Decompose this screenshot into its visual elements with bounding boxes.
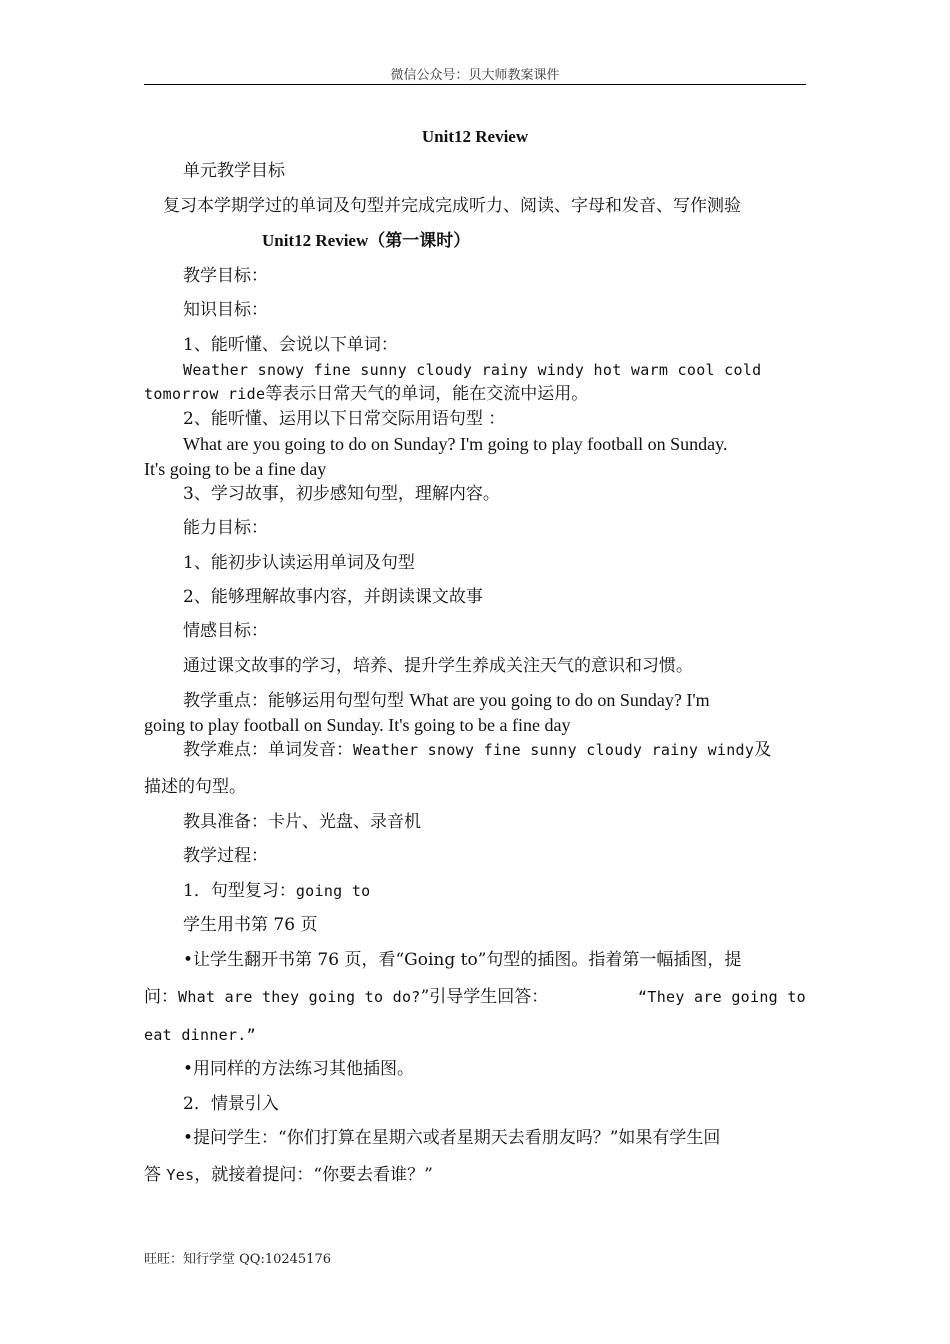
page-header: 微信公众号：贝大师教案课件 bbox=[390, 68, 560, 83]
step-1-guide: ”引导学生回答： bbox=[420, 987, 549, 1007]
teaching-aids: 教具准备：卡片、光盘、录音机 bbox=[183, 812, 421, 832]
key-point-continued: going to play football on Sunday. It's going to be a fine day bbox=[144, 715, 571, 735]
unit-goal-heading: 单元教学目标 bbox=[183, 161, 285, 181]
knowledge-goals-heading: 知识目标： bbox=[183, 300, 268, 320]
difficulty-words: Weather snowy fine sunny cloudy rainy windy bbox=[353, 741, 755, 759]
ability-goals-heading: 能力目标： bbox=[183, 518, 268, 538]
step-1-answer-continued: eat dinner.” bbox=[144, 1026, 256, 1044]
step-1-question: What are they going to do? bbox=[178, 988, 421, 1006]
difficulty bbox=[183, 740, 771, 760]
knowledge-words: Weather snowy fine sunny cloudy rainy windy hot warm cool cold bbox=[183, 361, 762, 379]
difficulty-tail: 及 bbox=[754, 740, 772, 760]
knowledge-item-3: 3、学习故事，初步感知句型，理解内容。 bbox=[183, 484, 500, 504]
step-1-pattern: going to bbox=[295, 882, 371, 900]
step-1-label: 1．句型复习： bbox=[183, 881, 296, 901]
step-2-bullet-1-line-2 bbox=[144, 1165, 433, 1185]
ability-item-2: 2、能够理解故事内容，并朗读课文故事 bbox=[183, 587, 483, 607]
sentence-pattern-1: What are you going to do on Sunday? I'm going to play football on Sunday. bbox=[183, 434, 728, 454]
key-point-label: 教学重点：能够运用句型句型 bbox=[183, 691, 404, 711]
header-divider bbox=[144, 84, 806, 85]
emotion-item-1: 通过课文故事的学习，培养、提升学生养成关注天气的意识和习惯。 bbox=[183, 656, 693, 676]
difficulty-continued: 描述的句型。 bbox=[144, 777, 246, 797]
step-2-bullet-1: •提问学生：“你们打算在星期六或者星期天去看朋友吗？”如果有学生回 bbox=[183, 1128, 721, 1148]
step-2-answer-prefix: 答 bbox=[144, 1165, 167, 1185]
ability-item-1: 1、能初步认读运用单词及句型 bbox=[183, 553, 415, 573]
knowledge-item-2: 2、能听懂、运用以下日常交际用语句型 ： bbox=[183, 409, 506, 429]
knowledge-words-tail: tomorrow ride bbox=[144, 385, 266, 403]
lesson-title: Unit12 Review（第一课时） bbox=[262, 231, 471, 250]
unit-goal-text: 复习本学期学过的单词及句型并完成完成听力、阅读、字母和发音、写作测验 bbox=[163, 196, 741, 216]
key-point bbox=[183, 690, 710, 711]
teaching-goals-heading: 教学目标： bbox=[183, 266, 268, 286]
step-1-bullet-2: •用同样的方法练习其他插图。 bbox=[183, 1059, 415, 1079]
sentence-pattern-2: It's going to be a fine day bbox=[144, 459, 327, 479]
step-1-question-label: 问： bbox=[144, 987, 178, 1007]
step-1-book-page: 学生用书第 76 页 bbox=[183, 915, 318, 935]
knowledge-item-1: 1、能听懂、会说以下单词： bbox=[183, 335, 398, 355]
step-2-answer-yes: Yes bbox=[166, 1166, 195, 1184]
page-footer: 旺旺：知行学堂 QQ:10245176 bbox=[144, 1252, 331, 1267]
step-2: 2．情景引入 bbox=[183, 1094, 279, 1114]
knowledge-words-continued bbox=[144, 384, 588, 404]
emotion-goals-heading: 情感目标： bbox=[183, 621, 268, 641]
step-2-follow-up: ，就接着提问：“你要去看谁？” bbox=[194, 1165, 433, 1185]
step-1 bbox=[183, 881, 370, 901]
key-point-sentence: What are you going to do on Sunday? I'm bbox=[409, 690, 710, 710]
step-1-answer: “They are going to bbox=[638, 988, 806, 1006]
difficulty-label: 教学难点：单词发音： bbox=[183, 740, 353, 760]
teaching-process-heading: 教学过程： bbox=[183, 846, 268, 866]
step-1-bullet-1-line-2 bbox=[144, 987, 806, 1007]
document-title: Unit12 Review bbox=[421, 127, 529, 146]
knowledge-words-desc: 等表示日常天气的单词，能在交流中运用。 bbox=[265, 384, 589, 404]
step-1-bullet-1: •让学生翻开书第 76 页，看“Going to”句型的插图。指着第一幅插图，提 bbox=[183, 950, 742, 970]
